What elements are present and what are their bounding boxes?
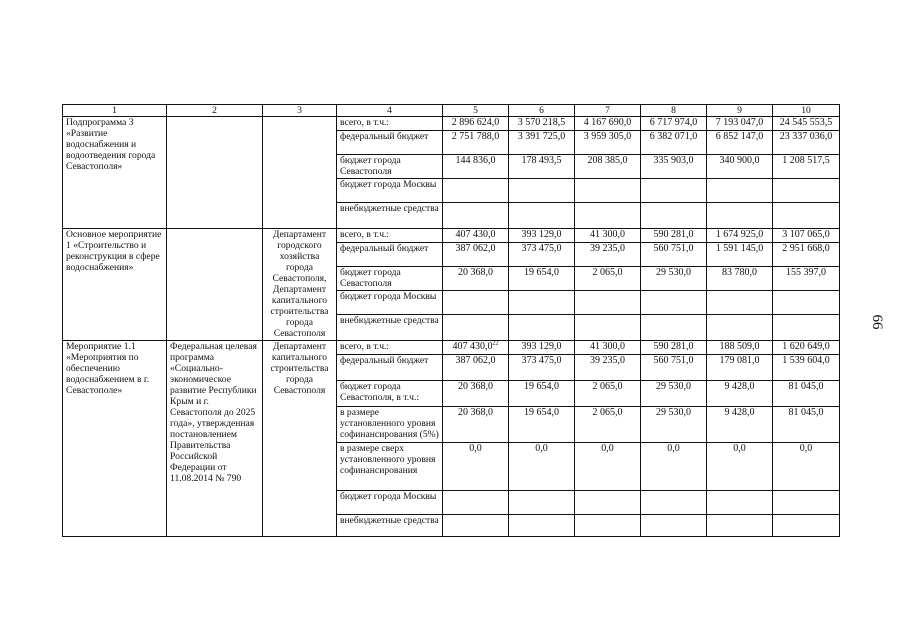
amount-cell	[641, 491, 707, 515]
amount-value: 1 208 517,5	[782, 155, 830, 166]
amount-cell	[575, 291, 641, 315]
amount-value: 0,0	[667, 443, 680, 454]
amount-value: 340 900,0	[719, 155, 760, 166]
amount-value: 2 065,0	[592, 407, 623, 418]
amount-cell	[575, 315, 641, 341]
funding-source-cell: бюджет города Севастополя	[337, 155, 443, 179]
amount-value: 39 235,0	[590, 355, 625, 366]
amount-cell	[773, 443, 840, 491]
amount-value: 2 751 788,0	[451, 131, 500, 142]
header-cell: 5	[443, 105, 509, 117]
amount-value: 19 654,0	[524, 381, 559, 392]
amount-value: 81 045,0	[788, 407, 824, 418]
header-cell: 1	[63, 105, 167, 117]
amount-cell	[773, 267, 840, 291]
amount-value: 29 530,0	[656, 407, 691, 418]
amount-value: 393 129,0	[521, 229, 562, 240]
amount-value: 29 530,0	[656, 267, 691, 278]
funding-source-cell: бюджет города Севастополя	[337, 267, 443, 291]
amount-cell	[641, 515, 707, 537]
amount-cell	[773, 203, 840, 229]
amount-value: 29 530,0	[656, 381, 691, 392]
amount-cell	[443, 155, 509, 179]
amount-cell	[443, 117, 509, 131]
amount-value: 590 281,0	[653, 341, 694, 352]
amount-value: 373 475,0	[521, 243, 562, 254]
amount-cell	[773, 243, 840, 267]
amount-cell	[773, 407, 840, 443]
amount-value: 7 193 047,0	[715, 117, 764, 128]
amount-cell	[509, 491, 575, 515]
amount-value: 144 836,0	[455, 155, 496, 166]
amount-cell	[707, 155, 773, 179]
funding-source-cell: федеральный бюджет	[337, 243, 443, 267]
amount-cell	[773, 341, 840, 355]
amount-cell	[707, 267, 773, 291]
amount-value: 407 430,0	[452, 341, 493, 352]
amount-cell	[443, 203, 509, 229]
amount-cell	[773, 315, 840, 341]
amount-cell	[509, 267, 575, 291]
amount-cell	[443, 381, 509, 407]
amount-value: 0,0	[469, 443, 482, 454]
amount-cell	[575, 155, 641, 179]
amount-cell	[707, 443, 773, 491]
amount-value: 0,0	[799, 443, 813, 454]
basis-cell	[167, 229, 263, 341]
amount-value: 2 896 624,0	[451, 117, 500, 128]
program-name-cell: Основное мероприятие 1 «Строительство и реконструкция в сфере водоснабжения»	[63, 229, 167, 341]
amount-cell	[509, 341, 575, 355]
amount-cell	[575, 381, 641, 407]
amount-cell	[443, 229, 509, 243]
funding-source-cell: внебюджетные средства	[337, 315, 443, 341]
table-row	[63, 341, 840, 355]
amount-cell	[443, 291, 509, 315]
amount-cell	[575, 267, 641, 291]
funding-source-cell: в размере сверх установленного уровня софинансирования	[337, 443, 443, 491]
amount-value: 41 300,0	[590, 341, 625, 352]
amount-value: 0,0	[733, 443, 746, 454]
amount-value: 20 368,0	[458, 381, 493, 392]
amount-cell	[707, 491, 773, 515]
amount-value: 387 062,0	[455, 355, 496, 366]
amount-cell	[443, 515, 509, 537]
amount-cell	[443, 243, 509, 267]
amount-cell	[707, 179, 773, 203]
amount-cell	[641, 355, 707, 381]
amount-cell	[509, 203, 575, 229]
amount-cell	[509, 291, 575, 315]
amount-cell	[641, 243, 707, 267]
amount-value: 41 300,0	[590, 229, 625, 240]
header-cell: 3	[263, 105, 337, 117]
amount-cell	[443, 407, 509, 443]
executor-cell	[263, 117, 337, 229]
amount-cell	[509, 355, 575, 381]
header-cell: 4	[337, 105, 443, 117]
funding-source-cell: всего, в т.ч.:	[337, 117, 443, 131]
amount-value: 373 475,0	[521, 355, 562, 366]
amount-cell	[575, 131, 641, 155]
amount-cell	[707, 341, 773, 355]
amount-value: 1 591 145,0	[715, 243, 764, 254]
amount-cell	[707, 407, 773, 443]
amount-cell	[707, 355, 773, 381]
amount-cell	[575, 355, 641, 381]
amount-value: 6 852 147,0	[715, 131, 764, 142]
amount-cell	[575, 407, 641, 443]
amount-value: 2 065,0	[592, 267, 623, 278]
amount-cell	[707, 117, 773, 131]
amount-cell	[773, 355, 840, 381]
amount-value: 39 235,0	[590, 243, 625, 254]
amount-cell	[641, 341, 707, 355]
amount-cell	[443, 315, 509, 341]
amount-cell	[575, 117, 641, 131]
amount-value: 24 545 553,5	[779, 117, 833, 128]
amount-cell	[641, 291, 707, 315]
amount-cell	[509, 515, 575, 537]
amount-cell	[707, 131, 773, 155]
amount-value: 1 674 925,0	[715, 229, 764, 240]
amount-cell	[707, 229, 773, 243]
amount-cell	[509, 229, 575, 243]
funding-source-cell: бюджет города Севастополя, в т.ч.:	[337, 381, 443, 407]
page-number: 66	[869, 314, 885, 330]
amount-cell	[641, 131, 707, 155]
amount-value: 6 717 974,0	[649, 117, 698, 128]
amount-cell	[773, 291, 840, 315]
amount-cell	[443, 355, 509, 381]
amount-value: 9 428,0	[724, 407, 755, 418]
amount-value: 387 062,0	[455, 243, 496, 254]
header-cell: 7	[575, 105, 641, 117]
amount-value: 2 951 668,0	[782, 243, 830, 254]
amount-value: 0,0	[535, 443, 548, 454]
amount-cell	[509, 117, 575, 131]
funding-source-cell: всего, в т.ч.:	[337, 229, 443, 243]
amount-cell	[773, 491, 840, 515]
amount-cell	[443, 131, 509, 155]
header-row	[63, 105, 840, 117]
amount-cell	[509, 131, 575, 155]
amount-cell	[641, 315, 707, 341]
amount-value: 179 081,0	[719, 355, 760, 366]
header-cell: 10	[773, 105, 840, 117]
amount-cell	[575, 229, 641, 243]
amount-cell	[773, 117, 840, 131]
amount-value: 81 045,0	[788, 381, 824, 392]
header-cell: 6	[509, 105, 575, 117]
amount-cell	[707, 515, 773, 537]
amount-value: 19 654,0	[524, 407, 559, 418]
funding-source-cell: федеральный бюджет	[337, 355, 443, 381]
amount-value: 19 654,0	[524, 267, 559, 278]
amount-cell	[575, 341, 641, 355]
funding-source-cell: бюджет города Москвы	[337, 491, 443, 515]
amount-value: 560 751,0	[653, 243, 694, 254]
amount-value: 155 397,0	[786, 267, 826, 278]
amount-cell	[575, 515, 641, 537]
amount-value: 590 281,0	[653, 229, 694, 240]
amount-value: 393 129,0	[521, 341, 562, 352]
amount-cell	[641, 179, 707, 203]
amount-cell	[641, 407, 707, 443]
amount-cell	[443, 341, 509, 355]
program-name-cell: Мероприятие 1.1 «Мероприятия по обеспечению водоснабжением в г. Севастополе»	[63, 341, 167, 537]
amount-cell	[641, 203, 707, 229]
amount-value: 20 368,0	[458, 407, 493, 418]
amount-cell	[575, 243, 641, 267]
amount-value: 3 107 065,0	[782, 229, 830, 240]
amount-value: 407 430,0	[455, 229, 496, 240]
amount-value: 2 065,0	[592, 381, 623, 392]
amount-value: 83 780,0	[722, 267, 757, 278]
funding-source-cell: бюджет города Москвы	[337, 179, 443, 203]
amount-value: 3 959 305,0	[583, 131, 632, 142]
amount-value: 6 382 071,0	[649, 131, 698, 142]
funding-source-cell: внебюджетные средства	[337, 515, 443, 537]
amount-cell	[443, 443, 509, 491]
amount-cell	[509, 381, 575, 407]
amount-value: 1 539 604,0	[782, 355, 830, 366]
amount-cell	[509, 155, 575, 179]
amount-cell	[707, 243, 773, 267]
amount-cell	[773, 179, 840, 203]
amount-cell	[773, 515, 840, 537]
amount-cell	[707, 291, 773, 315]
program-name-cell: Подпрограмма 3 «Развитие водоснабжения и водоотведения города Севастополя»	[63, 117, 167, 229]
amount-value: 9 428,0	[724, 381, 755, 392]
basis-cell	[167, 117, 263, 229]
amount-value: 4 167 690,0	[583, 117, 632, 128]
budget-table	[62, 104, 840, 537]
amount-cell	[707, 203, 773, 229]
executor-cell: Департамент городского хозяйства города Севастополя, Департамент капитального строительства города Севастополя	[263, 229, 337, 341]
amount-value: 3 391 725,0	[517, 131, 566, 142]
amount-cell	[773, 155, 840, 179]
amount-cell	[641, 381, 707, 407]
amount-cell	[773, 229, 840, 243]
amount-value: 178 493,5	[521, 155, 562, 166]
header-cell: 9	[707, 105, 773, 117]
funding-source-cell: федеральный бюджет	[337, 131, 443, 155]
amount-cell	[443, 267, 509, 291]
amount-value: 188 509,0	[719, 341, 760, 352]
amount-cell	[575, 179, 641, 203]
amount-value: 335 903,0	[653, 155, 694, 166]
amount-cell	[509, 407, 575, 443]
table-row	[63, 229, 840, 243]
amount-value: 1 620 649,0	[782, 341, 830, 352]
amount-cell	[641, 229, 707, 243]
amount-cell	[509, 243, 575, 267]
amount-cell	[641, 267, 707, 291]
amount-cell	[707, 381, 773, 407]
amount-cell	[707, 315, 773, 341]
amount-cell	[509, 443, 575, 491]
amount-value: 20 368,0	[458, 267, 493, 278]
funding-source-cell: бюджет города Москвы	[337, 291, 443, 315]
amount-value: 0,0	[601, 443, 614, 454]
amount-cell	[509, 179, 575, 203]
header-cell: 2	[167, 105, 263, 117]
amount-cell	[641, 443, 707, 491]
amount-value: 560 751,0	[653, 355, 694, 366]
amount-value: 208 385,0	[587, 155, 628, 166]
amount-cell	[443, 491, 509, 515]
amount-cell	[575, 203, 641, 229]
amount-cell	[575, 443, 641, 491]
funding-source-cell: в размере установленного уровня софинансирования (5%)	[337, 407, 443, 443]
funding-source-cell: внебюджетные средства	[337, 203, 443, 229]
amount-cell	[641, 155, 707, 179]
amount-cell	[641, 117, 707, 131]
funding-source-cell: всего, в т.ч.:	[337, 341, 443, 355]
table-row	[63, 117, 840, 131]
footnote-mark: 22	[492, 340, 499, 347]
amount-value: 23 337 036,0	[779, 131, 833, 142]
amount-cell	[773, 131, 840, 155]
amount-value: 3 570 218,5	[517, 117, 566, 128]
amount-cell	[773, 381, 840, 407]
amount-cell	[509, 315, 575, 341]
amount-cell	[575, 491, 641, 515]
amount-cell	[443, 179, 509, 203]
basis-cell: Федеральная целевая программа «Социально-экономическое развитие Республики Крым и г. Севастополя до 2025 года», утвержденная постановлением Правительства Российской Федерации от 11.08.2014 № 790	[167, 341, 263, 537]
header-cell: 8	[641, 105, 707, 117]
executor-cell: Департамент капитального строительства города Севастополя	[263, 341, 337, 537]
